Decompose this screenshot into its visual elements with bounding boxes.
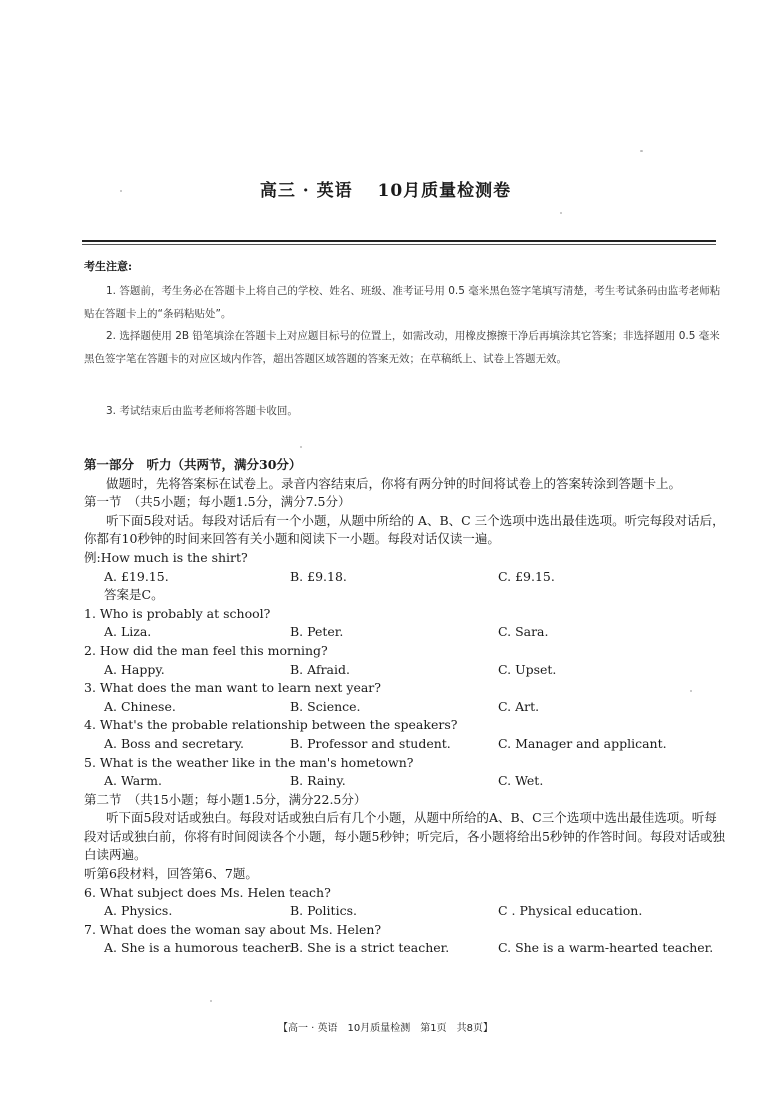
question-text: 6. What subject does Ms. Helen teach? [84,884,331,900]
example-options [84,568,728,587]
option-b: B. She is a strict teacher. [290,940,450,956]
option-b: B. Politics. [290,903,357,919]
title-divider [82,240,716,242]
scan-speck [640,150,643,152]
option-c: C. £9.15. [498,568,555,584]
option-c: C. Upset. [498,661,557,677]
section2-heading: 第二节 （共15小题；每小题1.5分，满分22.5分） [84,791,367,807]
option-c: C. Art. [498,698,540,714]
question-text: 2. How did the man feel this morning? [84,642,328,658]
example-answer [84,586,728,605]
option-c: C . Physical education. [498,903,643,919]
notice-item-1: 1. 答题前，考生务必在答题卡上将自己的学校、姓名、班级、准考证号用 0.5 毫米黑色签字笔填写清楚，考生考试条码由监考老师粘贴在答题卡上的“条码粘贴处”。 [84,285,721,320]
question-6 [84,884,728,903]
question-1-options [84,623,728,642]
question-7 [84,921,728,940]
question-text: 3. What does the man want to learn next year? [84,680,381,696]
page-footer: 【高一 · 英语 10月质量检测 第1页 共8页】 [278,1023,493,1034]
question-7-options [84,939,728,958]
scan-speck [690,690,692,692]
option-c: C. Sara. [498,624,549,640]
option-a: A. Physics. [104,903,173,919]
scan-speck [560,212,562,214]
part1-heading: 第一部分 听力（共两节，满分30分） [84,457,302,472]
option-a: A. She is a humorous teacher. [104,940,294,956]
part1-block [84,456,728,958]
title-divider-thin [82,244,716,245]
part1-intro: 做题时，先将答案标在试卷上。录音内容结束后，你将有两分钟的时间将试卷上的答案转涂到答题卡上。 [106,475,682,491]
scan-speck [210,1000,212,1002]
option-b: B. £9.18. [290,568,347,584]
option-b: B. Afraid. [290,661,350,677]
question-text: 7. What does the woman say about Ms. Helen? [84,921,382,937]
option-b: B. Science. [290,698,361,714]
question-5 [84,754,728,773]
option-c: C. Wet. [498,773,544,789]
question-2-options [84,661,728,680]
section1-heading: 第一节 （共5小题；每小题1.5分，满分7.5分） [84,494,351,510]
question-3-options [84,698,728,717]
question-text: 1. Who is probably at school? [84,605,271,621]
option-c: C. She is a warm-hearted teacher. [498,940,714,956]
question-4-options [84,735,728,754]
notice-item-2: 2. 选择题使用 2B 铅笔填涂在答题卡上对应题目标号的位置上，如需改动，用橡皮擦擦干净后再填涂其它答案；非选择题用 0.5 毫米黑色签字笔在答题卡的对应区域内作答，超出答题区域答题的答案无效；在草稿纸上、试卷上答题无效。 [84,330,720,365]
option-a: A. Happy. [104,661,165,677]
notice-item-3: 3. 考试结束后由监考老师将答题卡收回。 [106,405,298,417]
example-question [84,549,728,568]
question-4 [84,716,728,735]
answer-text: 答案是C。 [104,587,164,603]
option-a: A. Liza. [104,624,152,640]
question-text: 4. What's the probable relationship between the speakers? [84,717,458,733]
question-2 [84,642,728,661]
question-text: 5. What is the weather like in the man's hometown? [84,754,414,770]
question-6-options [84,902,728,921]
question-1 [84,605,728,624]
section1-intro: 听下面5段对话。每段对话后有一个小题，从题中所给的 A、B、C 三个选项中选出最佳选项。听完每段对话后，你都有10秒钟的时间来回答有关小题和阅读下一小题。每段对话仅读一遍。 [84,512,725,547]
question-3 [84,679,728,698]
scan-speck [300,446,302,448]
section2-material: 听第6段材料，回答第6、7题。 [84,866,258,882]
option-c: C. Manager and applicant. [498,735,667,751]
scan-speck [120,190,122,192]
option-b: B. Professor and student. [290,735,451,751]
option-b: B. Rainy. [290,773,346,789]
section2-intro: 听下面5段对话或独白。每段对话或独白后有几个小题，从题中所给的A、B、C三个选项中选出最佳选项。听每段对话或独白前，你将有时间阅读各个小题，每小题5秒钟；听完后，各小题将给出5秒钟的作答时间。每段对话或独白读两遍。 [84,810,725,863]
option-a: A. Warm. [104,773,162,789]
question-5-options [84,772,728,791]
option-a: A. £19.15. [104,568,169,584]
option-b: B. Peter. [290,624,344,640]
option-a: A. Chinese. [104,698,176,714]
page-title: 高三 · 英语 10月质量检测卷 [259,181,512,201]
notice-heading: 考生注意: [84,260,133,273]
question-text: 例:How much is the shirt? [84,549,248,565]
option-a: A. Boss and secretary. [104,735,244,751]
